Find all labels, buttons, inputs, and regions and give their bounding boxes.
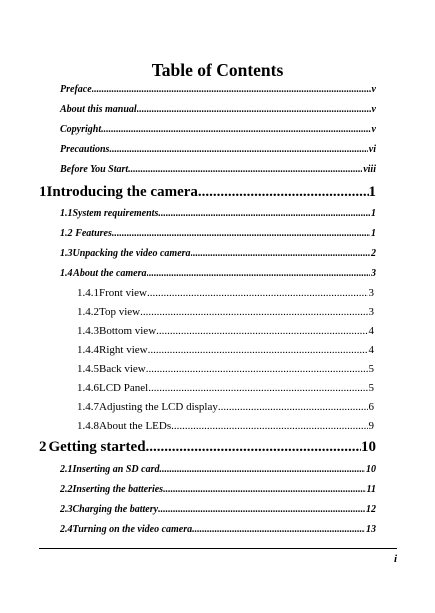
toc-subsection-number: 1.4.3	[77, 325, 99, 337]
toc-subsection-1-4-7[interactable]	[0, 401, 435, 413]
toc-subsection-label: LCD Panel	[99, 382, 149, 394]
toc-chapter-label: Introducing the camera	[46, 184, 198, 200]
toc-subsection-1-4-4[interactable]	[0, 344, 435, 356]
toc-section-number: 1.3	[60, 248, 73, 259]
toc-section-number: 1.4	[60, 268, 73, 279]
toc-section-page: 10	[366, 464, 376, 475]
toc-subsection-label: Front view	[99, 287, 147, 299]
leader-dots	[171, 420, 367, 432]
toc-subsection-label: Adjusting the LCD display	[99, 401, 218, 413]
toc-subsection-number: 1.4.4	[77, 344, 99, 356]
toc-section-number: 2.3	[60, 504, 73, 515]
leader-dots	[192, 524, 365, 535]
toc-entry-page: v	[371, 84, 376, 95]
toc-section-label: Charging the battery	[72, 504, 159, 515]
toc-entry-page: viii	[363, 164, 376, 175]
leader-dots	[137, 104, 371, 115]
toc-section-label: Features	[75, 228, 112, 239]
toc-subsection-1-4-6[interactable]	[0, 382, 435, 394]
toc-section-2-4[interactable]	[0, 524, 435, 535]
toc-section-label: Unpacking the video camera	[72, 248, 191, 259]
toc-section-2-1[interactable]	[0, 464, 435, 475]
toc-section-2-3[interactable]	[0, 504, 435, 515]
toc-subsection-page: 3	[368, 287, 374, 299]
toc-subsection-page: 6	[368, 401, 374, 413]
toc-entry-about-this-manual[interactable]	[0, 104, 435, 115]
leader-dots	[147, 287, 368, 299]
toc-chapter-number: 1	[39, 184, 47, 200]
toc-subsection-number: 1.4.7	[77, 401, 99, 413]
toc-section-label: System requirements	[72, 208, 159, 219]
toc-subsection-page: 5	[368, 382, 374, 394]
toc-entry-label: Precautions	[60, 144, 110, 155]
toc-chapter-page: 10	[361, 439, 376, 455]
footer-page-number: i	[393, 553, 397, 565]
toc-subsection-1-4-5[interactable]	[0, 363, 435, 375]
toc-chapter-label: Getting started	[48, 439, 146, 455]
toc-subsection-number: 1.4.5	[77, 363, 99, 375]
toc-subsection-label: Right view	[99, 344, 148, 356]
toc-section-page: 13	[366, 524, 376, 535]
toc-entry-page: v	[371, 124, 376, 135]
leader-dots	[218, 401, 368, 413]
toc-section-label: About the camera	[73, 268, 147, 279]
toc-subsection-1-4-1[interactable]	[0, 287, 435, 299]
leader-dots	[147, 268, 370, 279]
leader-dots	[128, 164, 362, 175]
toc-subsection-page: 9	[368, 420, 374, 432]
leader-dots	[198, 184, 369, 201]
toc-subsection-page: 4	[368, 325, 374, 337]
toc-entry-before-you-start[interactable]	[0, 164, 435, 175]
toc-subsection-label: Top view	[99, 306, 141, 318]
toc-subsection-page: 3	[368, 306, 374, 318]
toc-section-page: 3	[371, 268, 376, 279]
toc-section-1-1[interactable]	[0, 208, 435, 219]
toc-subsection-number: 1.4.1	[77, 287, 99, 299]
toc-subsection-label: About the LEDs	[99, 420, 172, 432]
page-title: Table of Contents	[151, 60, 284, 80]
toc-subsection-label: Bottom view	[99, 325, 157, 337]
toc-section-1-3[interactable]	[0, 248, 435, 259]
toc-entry-preface[interactable]	[0, 84, 435, 95]
leader-dots	[140, 306, 367, 318]
toc-section-number: 1.2	[60, 228, 73, 239]
leader-dots	[158, 504, 365, 515]
toc-section-label: Inserting the batteries	[72, 484, 164, 495]
leader-dots	[163, 484, 365, 495]
leader-dots	[148, 382, 367, 394]
toc-section-number: 2.1	[60, 464, 73, 475]
toc-section-number: 2.4	[60, 524, 73, 535]
leader-dots	[191, 248, 370, 259]
toc-subsection-1-4-3[interactable]	[0, 325, 435, 337]
toc-chapter-2[interactable]	[0, 439, 435, 456]
leader-dots	[101, 124, 370, 135]
toc-section-number: 2.2	[60, 484, 73, 495]
toc-entry-precautions[interactable]	[0, 144, 435, 155]
toc-entry-label: Preface	[60, 84, 92, 95]
toc-entry-page: vi	[368, 144, 376, 155]
toc-subsection-page: 5	[368, 363, 374, 375]
toc-subsection-page: 4	[368, 344, 374, 356]
leader-dots	[159, 464, 365, 475]
toc-section-2-2[interactable]	[0, 484, 435, 495]
leader-dots	[148, 344, 368, 356]
leader-dots	[146, 439, 361, 456]
toc-section-label: Inserting an SD card	[72, 464, 160, 475]
toc-entry-label: Copyright	[60, 124, 102, 135]
leader-dots	[156, 325, 367, 337]
toc-chapter-number: 2	[39, 439, 47, 455]
toc-section-page: 11	[366, 484, 376, 495]
toc-subsection-number: 1.4.8	[77, 420, 99, 432]
toc-entry-copyright[interactable]	[0, 124, 435, 135]
toc-entry-page: v	[371, 104, 376, 115]
toc-section-page: 2	[371, 248, 376, 259]
leader-dots	[109, 144, 367, 155]
toc-section-page: 12	[366, 504, 376, 515]
leader-dots	[92, 84, 371, 95]
toc-entry-label: Before You Start	[60, 164, 129, 175]
leader-dots	[146, 363, 368, 375]
toc-subsection-1-4-2[interactable]	[0, 306, 435, 318]
toc-section-number: 1.1	[60, 208, 73, 219]
toc-section-label: Turning on the video camera	[72, 524, 193, 535]
toc-section-page: 1	[371, 228, 376, 239]
footer-divider	[39, 548, 397, 549]
toc-section-1-4[interactable]	[0, 268, 435, 279]
toc-chapter-1[interactable]	[0, 184, 435, 201]
toc-chapter-page: 1	[368, 184, 376, 200]
toc-subsection-number: 1.4.2	[77, 306, 99, 318]
toc-subsection-label: Back view	[99, 363, 146, 375]
toc-section-1-2[interactable]	[0, 228, 435, 239]
toc-subsection-number: 1.4.6	[77, 382, 99, 394]
toc-section-page: 1	[371, 208, 376, 219]
leader-dots	[112, 228, 370, 239]
toc-subsection-1-4-8[interactable]	[0, 420, 435, 432]
leader-dots	[158, 208, 370, 219]
toc-entry-label: About this manual	[60, 104, 137, 115]
